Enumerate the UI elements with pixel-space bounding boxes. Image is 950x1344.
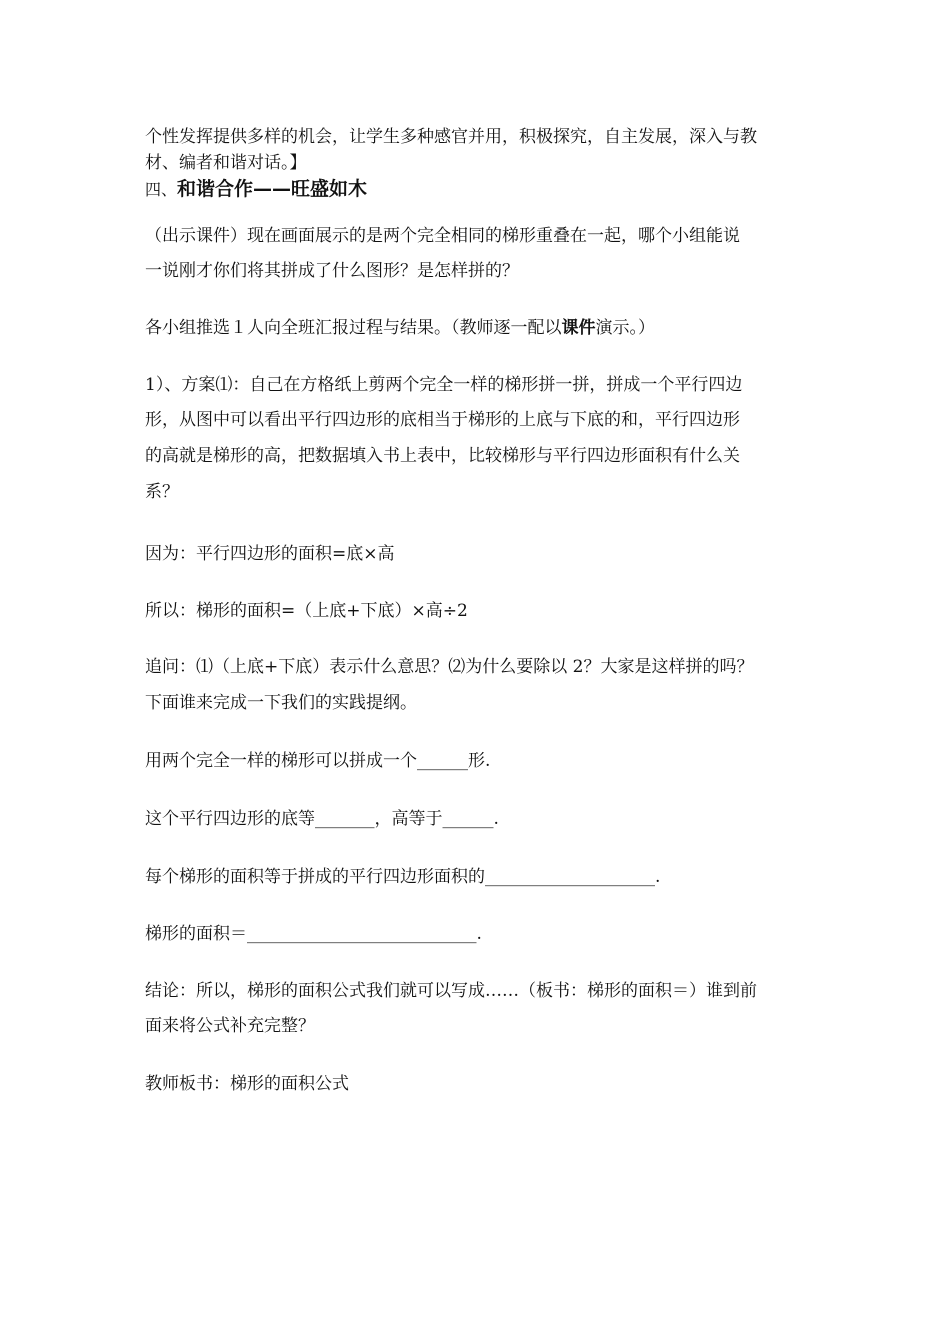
paragraph-1-line-2: 一说刚才你们将其拼成了什么图形？是怎样拼的？ xyxy=(145,261,519,281)
paragraph-2 xyxy=(145,317,825,339)
formula-because: 因为：平行四边形的面积=底×高 xyxy=(145,544,395,564)
fill-blank-3: 每个梯形的面积等于拼成的平行四边形面积的____________________. xyxy=(145,867,661,887)
formula-therefore: 所以：梯形的面积=（上底+下底）×高÷2 xyxy=(145,601,468,621)
question-line-1: 追问：⑴（上底+下底）表示什么意思？⑵为什么要除以 2？大家是这样拼的吗？ xyxy=(145,657,754,677)
paragraph-3-line-4: 系？ xyxy=(145,482,179,502)
paragraph-2-end: 演示。） xyxy=(595,318,655,338)
paragraph-3-line-2: 形，从图中可以看出平行四边形的底相当于梯形的上底与下底的和，平行四边形 xyxy=(145,410,740,430)
conclusion-line-2: 面来将公式补充完整？ xyxy=(145,1016,315,1036)
fill-blank-1: 用两个完全一样的梯形可以拼成一个______形. xyxy=(145,751,491,771)
intro-line-2: 材、编者和谐对话。】 xyxy=(145,153,307,173)
intro-line-1: 个性发挥提供多样的机会，让学生多种感官并用，积极探究，自主发展，深入与教 xyxy=(145,127,757,147)
paragraph-1-line-1: （出示课件）现在画面展示的是两个完全相同的梯形重叠在一起，哪个小组能说 xyxy=(145,226,740,246)
board-writing: 教师板书：梯形的面积公式 xyxy=(145,1074,349,1094)
paragraph-3-line-3: 的高就是梯形的高，把数据填入书上表中，比较梯形与平行四边形面积有什么关 xyxy=(145,446,740,466)
paragraph-2-text: 各小组推选１人向全班汇报过程与结果。（教师逐一配以 xyxy=(145,318,562,338)
fill-blank-2: 这个平行四边形的底等_______，高等于______. xyxy=(145,809,499,829)
conclusion-line-1: 结论：所以，梯形的面积公式我们就可以写成……（板书：梯形的面积＝）谁到前 xyxy=(145,981,757,1001)
section-title: 和谐合作——旺盛如木 xyxy=(177,178,368,200)
fill-blank-4: 梯形的面积＝___________________________. xyxy=(145,924,482,944)
paragraph-2-bold: 课件 xyxy=(561,318,596,338)
paragraph-3-line-1: 1）、方案⑴：自己在方格纸上剪两个完全一样的梯形拼一拼，拼成一个平行四边 xyxy=(145,375,743,395)
section-number: 四、 xyxy=(145,180,178,199)
section-heading xyxy=(145,178,825,201)
question-line-2: 下面谁来完成一下我们的实践提纲。 xyxy=(145,693,417,713)
